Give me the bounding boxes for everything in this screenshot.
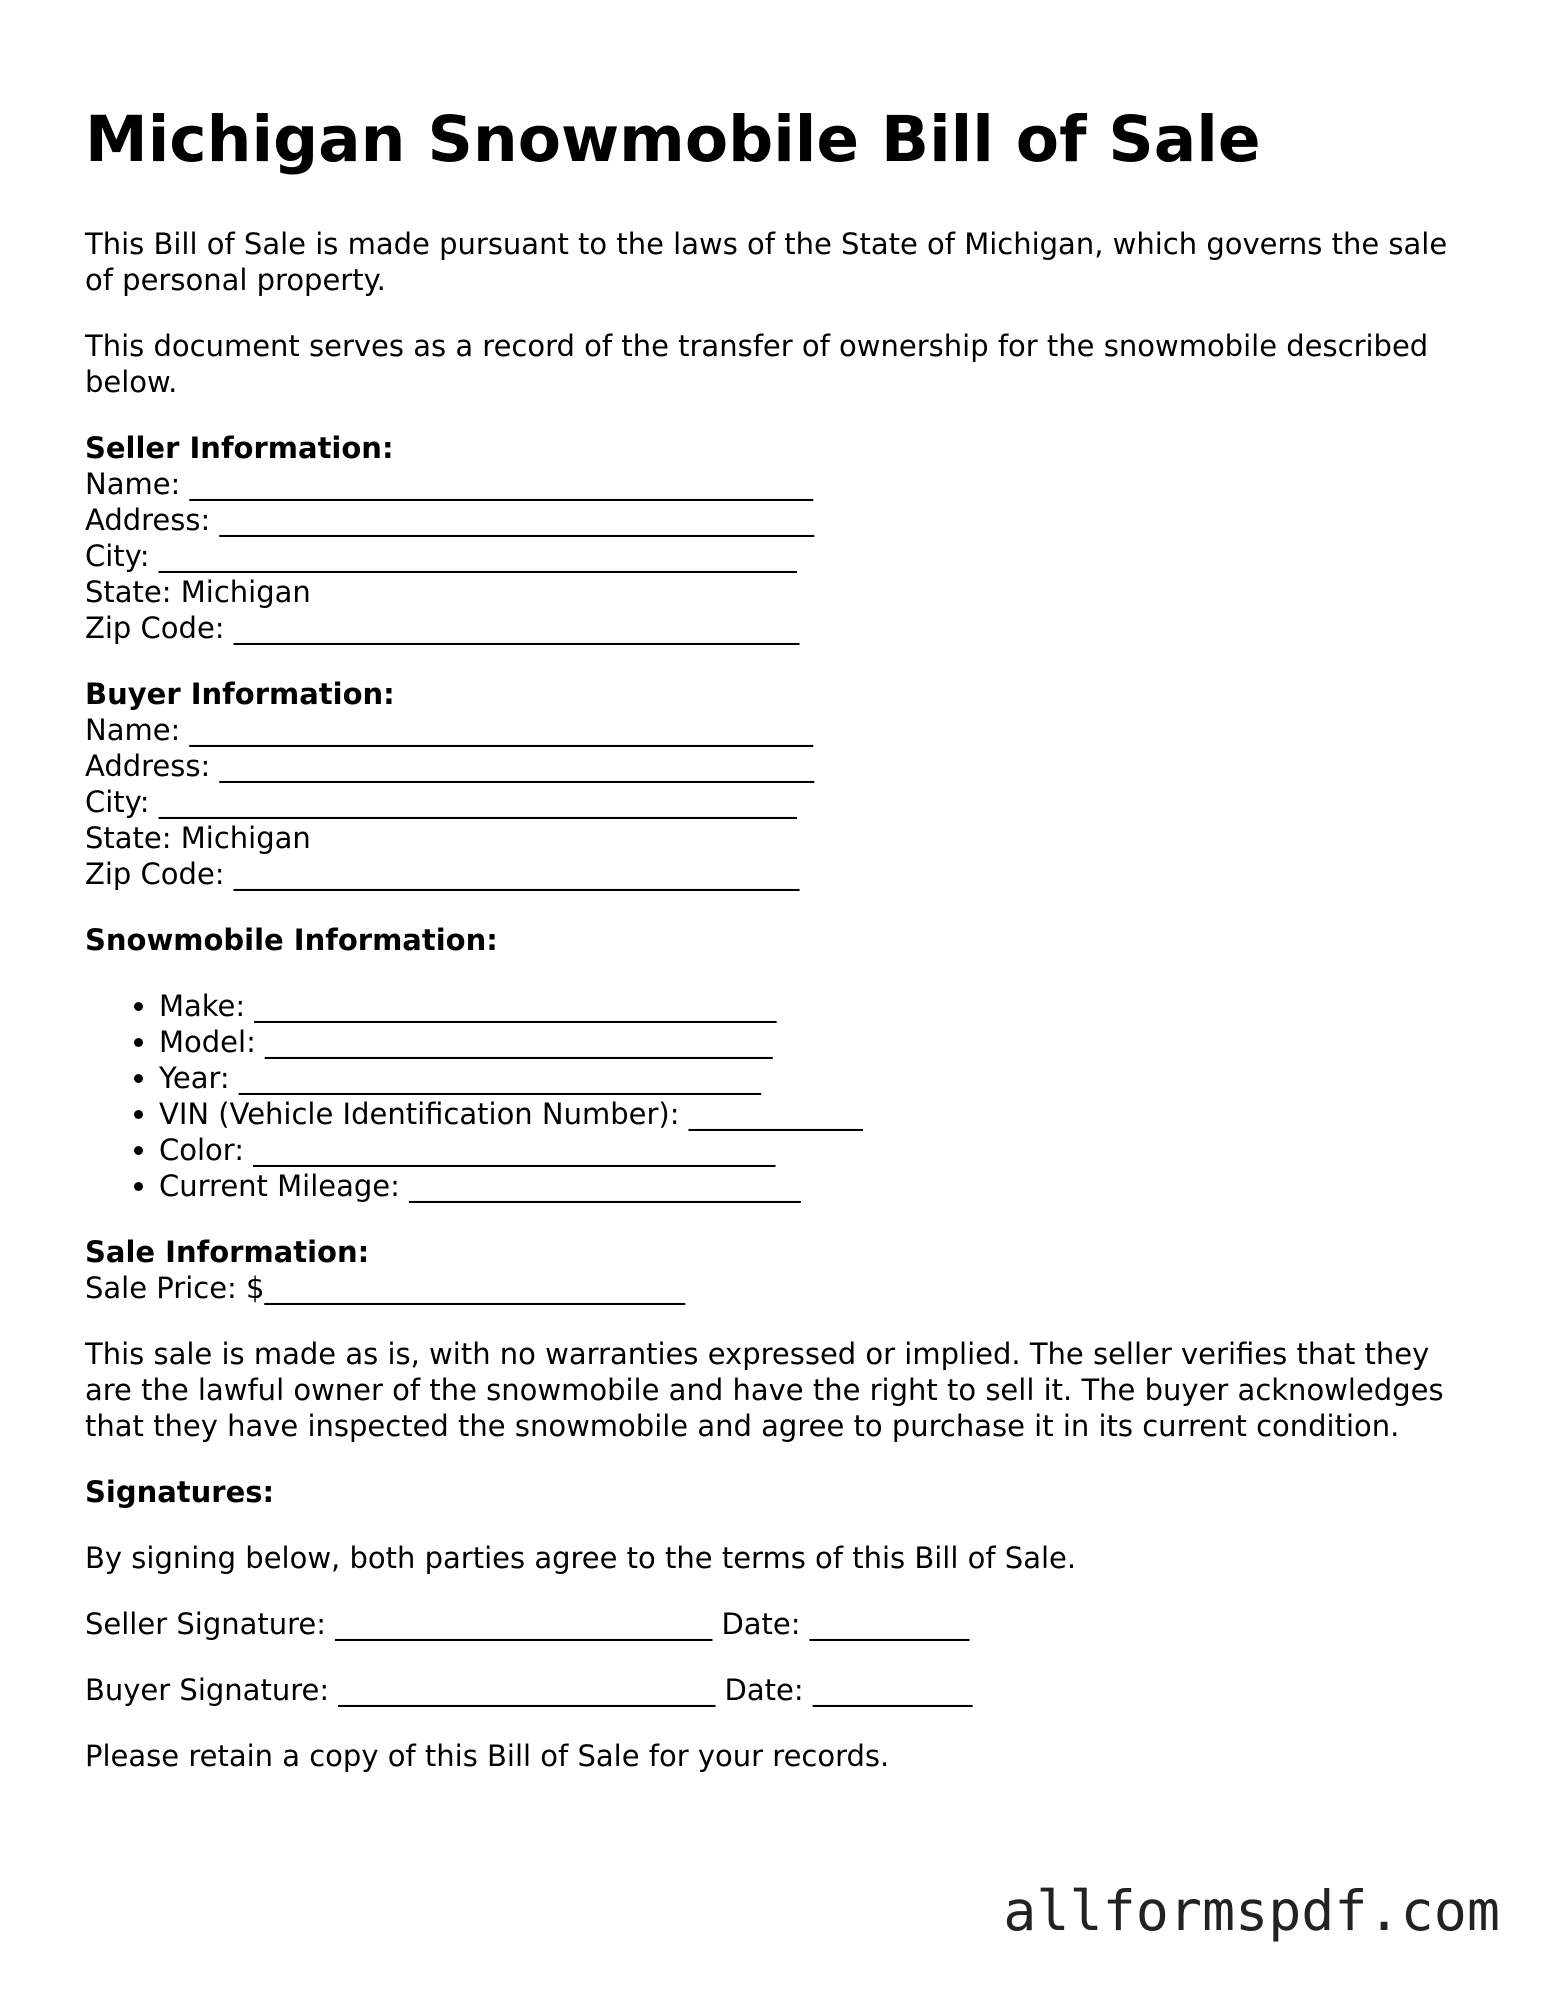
buyer-information-section bbox=[85, 676, 1475, 892]
signatures-heading: Signatures: bbox=[85, 1475, 275, 1509]
document-title: Michigan Snowmobile Bill of Sale bbox=[85, 103, 1261, 176]
snowmobile-information-section bbox=[85, 922, 1475, 1204]
buyer-city-field[interactable]: City: ____________________________________________ bbox=[85, 785, 797, 819]
retain-copy-note: Please retain a copy of this Bill of Sale for your records. bbox=[85, 1739, 890, 1773]
color-field[interactable]: • Color: ____________________________________ bbox=[159, 1132, 1475, 1168]
buyer-zip-field[interactable]: Zip Code: _______________________________________ bbox=[85, 857, 800, 891]
signatures-agreement: By signing below, both parties agree to the terms of this Bill of Sale. bbox=[85, 1541, 1077, 1575]
document-page bbox=[85, 100, 1475, 1804]
model-field[interactable]: • Model: ___________________________________ bbox=[159, 1024, 1475, 1060]
snowmobile-details-list bbox=[85, 988, 1475, 1204]
intro-paragraph-1: This Bill of Sale is made pursuant to the laws of the State of Michigan, which governs the sale of personal property. bbox=[85, 227, 1448, 297]
seller-heading: Seller Information: bbox=[85, 431, 394, 465]
make-field[interactable]: • Make: ____________________________________ bbox=[159, 988, 1475, 1024]
buyer-address-field[interactable]: Address: _________________________________________ bbox=[85, 749, 814, 783]
seller-name-field[interactable]: Name: ___________________________________________ bbox=[85, 467, 814, 501]
seller-signature-line[interactable]: Seller Signature: __________________________ Date: ___________ bbox=[85, 1607, 970, 1641]
seller-information-section bbox=[85, 430, 1475, 646]
buyer-state-value: State: Michigan bbox=[85, 821, 311, 855]
vin-field[interactable]: • VIN (Vehicle Identification Number): ____________ bbox=[159, 1096, 1475, 1132]
seller-address-field[interactable]: Address: _________________________________________ bbox=[85, 503, 814, 537]
year-field[interactable]: • Year: ____________________________________ bbox=[159, 1060, 1475, 1096]
seller-city-field[interactable]: City: ____________________________________________ bbox=[85, 539, 797, 573]
sale-heading: Sale Information: bbox=[85, 1235, 370, 1269]
buyer-heading: Buyer Information: bbox=[85, 677, 395, 711]
intro-paragraph-2: This document serves as a record of the transfer of ownership for the snowmobile described below. bbox=[85, 329, 1429, 399]
snowmobile-heading: Snowmobile Information: bbox=[85, 923, 498, 957]
seller-zip-field[interactable]: Zip Code: _______________________________________ bbox=[85, 611, 800, 645]
buyer-name-field[interactable]: Name: ___________________________________________ bbox=[85, 713, 814, 747]
mileage-field[interactable]: • Current Mileage: ___________________________ bbox=[159, 1168, 1475, 1204]
sale-price-field[interactable]: Sale Price: $_____________________________ bbox=[85, 1271, 685, 1305]
terms-paragraph: This sale is made as is, with no warranties expressed or implied. The seller verifies that they are the lawful owner of the snowmobile and have the right to sell it. The buyer acknowledges that they have inspected the snowmobile and agree to purchase it in its current condition. bbox=[85, 1337, 1444, 1443]
sale-information-section bbox=[85, 1234, 1475, 1306]
buyer-signature-line[interactable]: Buyer Signature: __________________________ Date: ___________ bbox=[85, 1673, 973, 1707]
watermark-logo: allformspdf.com bbox=[1003, 1879, 1500, 1943]
seller-state-value: State: Michigan bbox=[85, 575, 311, 609]
